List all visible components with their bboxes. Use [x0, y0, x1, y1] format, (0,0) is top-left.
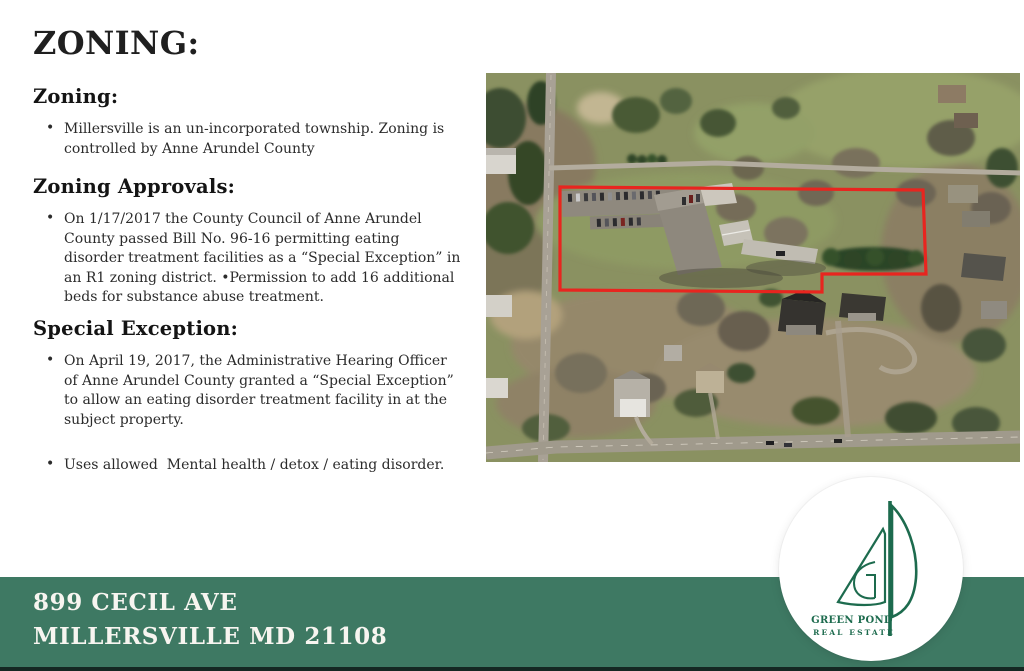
company-logo-badge — [779, 477, 963, 661]
aerial-photo-graphic — [486, 73, 1020, 462]
section-special-exception — [33, 316, 461, 476]
sailboat-logo-icon — [779, 477, 963, 661]
logo-company-name: GREEN POND — [811, 615, 893, 626]
page-title: ZONING: — [33, 24, 200, 62]
section-heading: Special Exception: — [33, 317, 239, 340]
address-line-1: 899 CECIL AVE — [33, 589, 238, 616]
bullet-item: • Millersville is an un-incorporated township. Zoning is controlled by Anne Arundel County — [33, 120, 461, 159]
logo-tagline: REAL ESTATE — [813, 628, 895, 637]
section-zoning-approvals — [33, 174, 465, 308]
bullet-item: • On 1/17/2017 the County Council of Anne Arundel County passed Bill No. 96-16 permitting eating disorder treatment facilities as a “Special Exception” in an R1 zoning district. •Permission to add 16 additional beds for substance abuse treatment. — [33, 210, 461, 308]
footer-bottom-strip — [0, 667, 1024, 671]
bullet-list — [33, 120, 461, 159]
section-heading: Zoning Approvals: — [33, 175, 236, 198]
address-line-2: MILLERSVILLE MD 21108 — [33, 623, 388, 650]
aerial-photo — [486, 73, 1020, 462]
bullet-item: • On April 19, 2017, the Administrative Hearing Officer of Anne Arundel County granted a “Special Exception” to allow an eating disorder treatment facility in at the subject property. — [33, 352, 461, 430]
property-address — [33, 586, 387, 654]
bullet-list — [33, 210, 465, 308]
bullet-list — [33, 352, 461, 476]
section-zoning — [33, 84, 461, 159]
bullet-item: • Uses allowed Mental health / detox / eating disorder. — [33, 456, 461, 476]
section-heading: Zoning: — [33, 85, 119, 108]
